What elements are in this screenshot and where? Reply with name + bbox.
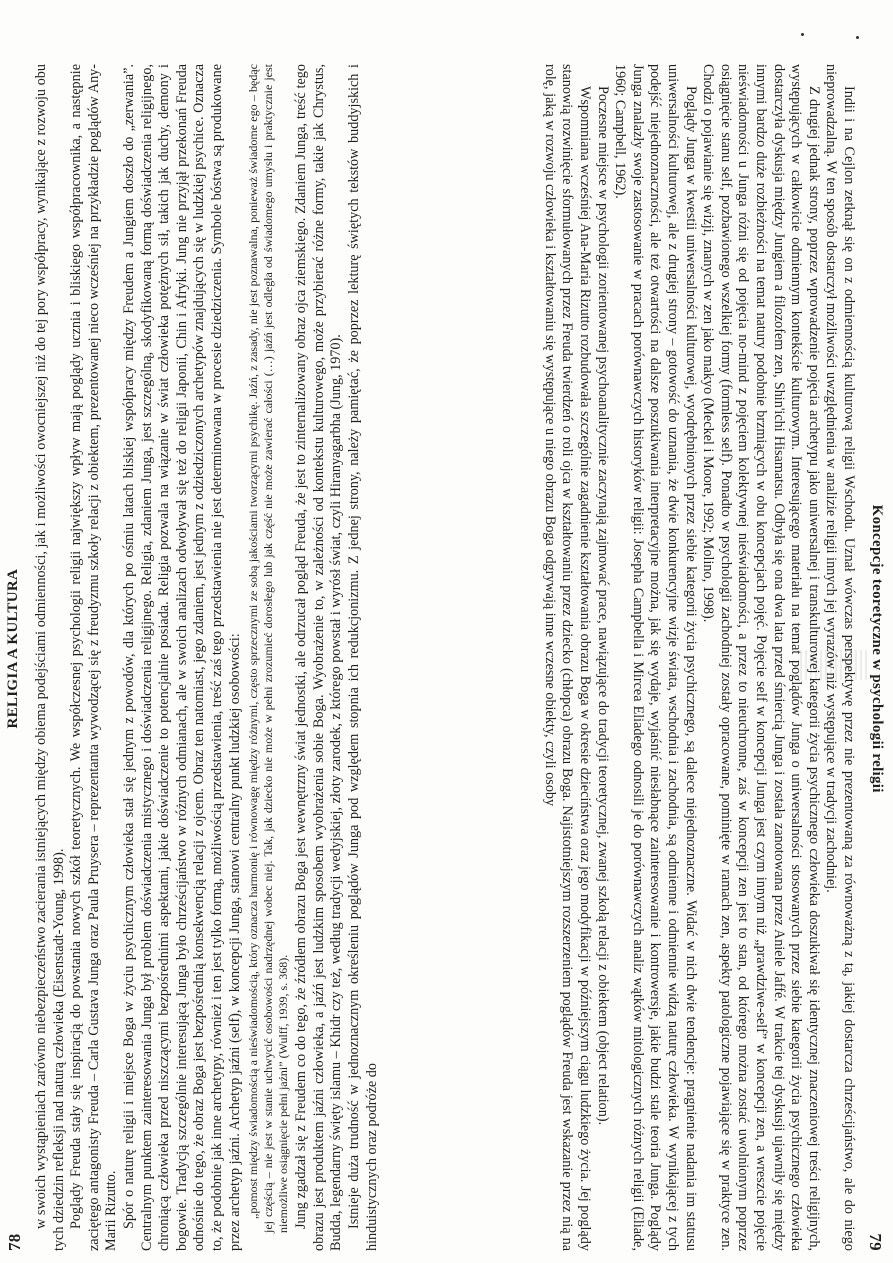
left-body bbox=[33, 60, 381, 1255]
scan-speck bbox=[801, 33, 804, 36]
paragraph: Spór o naturę religii i miejsce Boga w życiu psychicznym człowieka stał się jednym z powodów, dla których po ośmiu latach bliskiej współpracy między Freudem a Jungiem doszło do „zerwania”. Centralnym punktem zainteresowania Junga był problem doświadczenia mistycznego i doświadczenia religijnego. Religia, zdaniem Junga, jest szczególną, skodyfikowaną formą doświadczenia religijnego, chroniącą człowieka przed niszczącymi bezpośrednimi aspektami, jakie doświadczenie to potencjalnie posiada. Religia pozwala na wiązanie w świat człowieka potężnych sił, takich jak duchy, demony i bogowie. Tradycją szczególnie interesującą Junga było chrześcijaństwo w różnych odmianach, ale w swoich analizach odwoływał się też do religii Japonii, Chin i Afryki. Jung nie przyjął przekonań Freuda odnośnie do tego, że obraz Boga jest bezpośrednią konsekwencją relacji z ojcem. Obraz ten natomiast, jego zdaniem, jest jednym z odziedziczonych archetypów znajdujących się w ludzkiej psychice. Oznacza to, że podobnie jak inne archetypy, również i ten jest tylko formą, możliwością przedstawienia, treść zaś tego przedstawienia nie jest determinowana w procesie dziedziczenia. Symbole bóstwa są produkowane przez archetyp jaźni. Archetyp jaźni (self), w koncepcji Junga, stanowi centralny punkt ludzkiej osobowości: bbox=[120, 64, 243, 1251]
right-page-content bbox=[460, 60, 885, 1255]
paragraph: Jung zgadzał się z Freudem co do tego, że źródłem obrazu Boga jest wewnętrzny świat jednostki, ale odrzucał pogląd Freuda, że jest to zinternalizowany obraz ojca ziemskiego. Zdaniem Junga, treść tego obrazu jest produktem jaźni człowieka, a jaźń jest ludzkim sposobem wyobrażenia sobie Boga. Wyobrażenie to, w zależności od kontekstu kulturowego, może przybierać różne formy, takie jak Chrystus, Budda, legendarny święty islamu – Khidr czy też, według tradycji wedyjskiej, złoty zarodek, z którego powstał i wyrósł świat, czyli Hiranyagarbha (Jung, 1970). bbox=[293, 64, 345, 1251]
left-page-content bbox=[5, 60, 430, 1255]
right-folio: 79 bbox=[866, 1233, 885, 1251]
paragraph: Poczesne miejsce w psychologii zorientowanej psychoanalitycznie zaczynają zajmować prace, nawiązujące do tradycji teoretycznej, zwanej szkołą relacji z obiektem (object relation). bbox=[594, 86, 611, 1126]
right-running-head bbox=[857, 60, 885, 1255]
right-running-title: Koncepcje teoretyczne w psychologii religii bbox=[869, 504, 885, 793]
paragraph: w swoich wystąpieniach zarówno niebezpieczeństwo zacierania istniejących między obiema podejściami odmienności, jak i możliwości owocniejszej niż do tej pory współpracy, wynikające z rozwoju obu tych dziedzin refleksji nad naturą człowieka (Eisenstadt-Young, 1998). bbox=[33, 64, 67, 1251]
right-body bbox=[540, 60, 857, 1255]
paragraph: Poglądy Freuda stały się inspiracją do powstania nowych szkół teoretycznych. We współczesnej psychologii religii największy wpływ mają poglądy ucznia i bliskiego współpracownika, a następnie zaciętego antagonisty Freuda – Carla Gustava Junga oraz Paula Pruysera – reprezentanta wywodzącej się z freudyzmu szkoły relacji z obiektem, prezentowanej nieco wcześniej na przykładzie poglądów Any-Marii Rizutto. bbox=[68, 64, 120, 1251]
paragraph: Poglądy Junga w kwestii uniwersalności kulturowej, wyodrębnionych przez siebie kategorii życia psychicznego, są dalece niejednoznaczne. Widać w nich dwie tendencje: pragnienie nadania im statusu uniwersalności kulturowej, ale z drugiej strony – gotowość do uznania, że dwie konkurencyjne wizje świata, wschodnia i zachodnia, są odmienne i odmiennie widzą naturę człowieka. W wynikającej z tych podejść niejednoznaczności, ale też otwartości na dalsze poszukiwania interpretacyjne można, jak się wydaje, wyjaśnić niesłabnące zainteresowanie i kontrowersje, jakie budzi stale teoria Junga. Poglądy Junga znalazły swoje zastosowanie w pracach porównawczych historyków religii: Josepha Campbella i Mircea Eliadego odnosili je do porównawczych analiz wątków mitologicznych różnych religii (Eliade, 1960; Campbell, 1962). bbox=[612, 64, 699, 1251]
left-running-head bbox=[5, 60, 33, 1255]
paragraph: Wspomniana wcześniej Ana-Maria Rizutto rozbudowała szczególnie zagadnienie kształtowania obrazu Boga w okresie dzieciństwa oraz jego modyfikacji w późniejszym ciągu ludzkiego życia. Jej poglądy stanowią rozwinięcie sformułowanych przez Freuda twierdzeń o roli ojca w kształtowaniu przez dziecko (chłopca) obrazu Boga. Najistotniejszym rozszerzeniem poglądów Freuda jest wskazanie przez nią na rolę, jaką w rozwoju człowieka i kształtowaniu się występujące u niego obrazu Boga odgrywają inne wczesne obiekty, czyli osoby bbox=[541, 64, 594, 1251]
block-quote bbox=[246, 64, 291, 1233]
paragraph: Indii i na Cejlon zetknął się on z odmiennością kulturową religii Wschodu. Uznał wówczas perspektywę przez nie prezentowaną za równoważną z tą, jakiej dostarcza chrześcijaństwo, ale do niego nieprowadzalną. W ten sposób dostarczył możliwości uwzględnienia w analizie religii innych jej wyrazów niż występujące w tradycji zachodniej. bbox=[823, 64, 857, 1251]
right-page bbox=[460, 60, 885, 1255]
left-page bbox=[5, 60, 430, 1255]
left-running-title: RELIGIA A KULTURA bbox=[5, 568, 21, 729]
quote-text: „pomost między świadomością a nieświadomością, który oznacza harmonię i równowagę między różnymi, często sprzecznymi ze sobą jakościami tworzącymi psychikę. Jaźń, z zasady, nie jest poznawalna, ponieważ świadome ego – będąc jej częścią – nie jest w stanie uchwycić osobowości nadrzędnej wobec niej. Tak, jak dziecko nie może w pełni zrozumieć dorosłego lub jak część nie może zawierać całości (…) jaźń jest odległa od świadomego umysłu i praktycznie jest niemożliwe osiągnięcie pełni jaźni” (Wulff, 1939, s. 368). bbox=[246, 64, 291, 1233]
paragraph: Istnieje duża trudność w jednoznacznym określeniu poglądów Junga pod względem stopnia ich redukcjonizmu. Z jednej strony, należy pamiętać, że poprzez lekturę świętych tekstów buddyjskich i hinduistycznych oraz podróże do bbox=[345, 64, 380, 1251]
paragraph: Z drugiej jednak strony, poprzez wprowadzenie pojęcia archetypu jako uniwersalnej i transkulturowej kategorii życia psychicznego człowieka doszukiwał się identycznej znaczeniowej treści religijnych, występujących w całkowicie odmiennym kontekście kulturowym. Interesującego materiału na temat poglądów Junga o uniwersalności stosowanych przez siebie kategorii życia psychicznego człowieka dostarczyła dyskusja między Jungiem a filozofem zen, Shin'ichi Hisamatsu. Odbyła się ona dwa lata przed śmiercią Junga i została zanotowana przez Aniele Jaffé. W trakcie tej dyskusji ujawniły się między innymi bardzo duże rozbieżności na temat natury podobnie brzmiących w obu koncepcjach pojęć. Pojęcie self w koncepcji Junga jest czym innym niż „prawdziwe-self” w koncepcji zen, a wreszcie pojęcie nieświadomości u Junga różni się od pojęcia no-mind z pojęciem kolektywnej nieświadomości, a przez to nieuchronne, zaś w koncepcji zen jest to stan, od którego można zostać uwolnionym poprzez osiągnięcie stanu self, pozbawionego wszelkiej formy (formless self). Ponadto w psychologii zachodniej zostały opracowane, pominięte w ramach zen, aspekty patologiczne pojawiające się w praktyce zen. Chodzi o pojawianie się wizji, znanych w zen jako makyo (Meckel i Moore, 1992; Molino, 1998). bbox=[700, 64, 822, 1251]
left-folio: 78 bbox=[5, 1233, 24, 1251]
scan-speck bbox=[856, 36, 859, 39]
